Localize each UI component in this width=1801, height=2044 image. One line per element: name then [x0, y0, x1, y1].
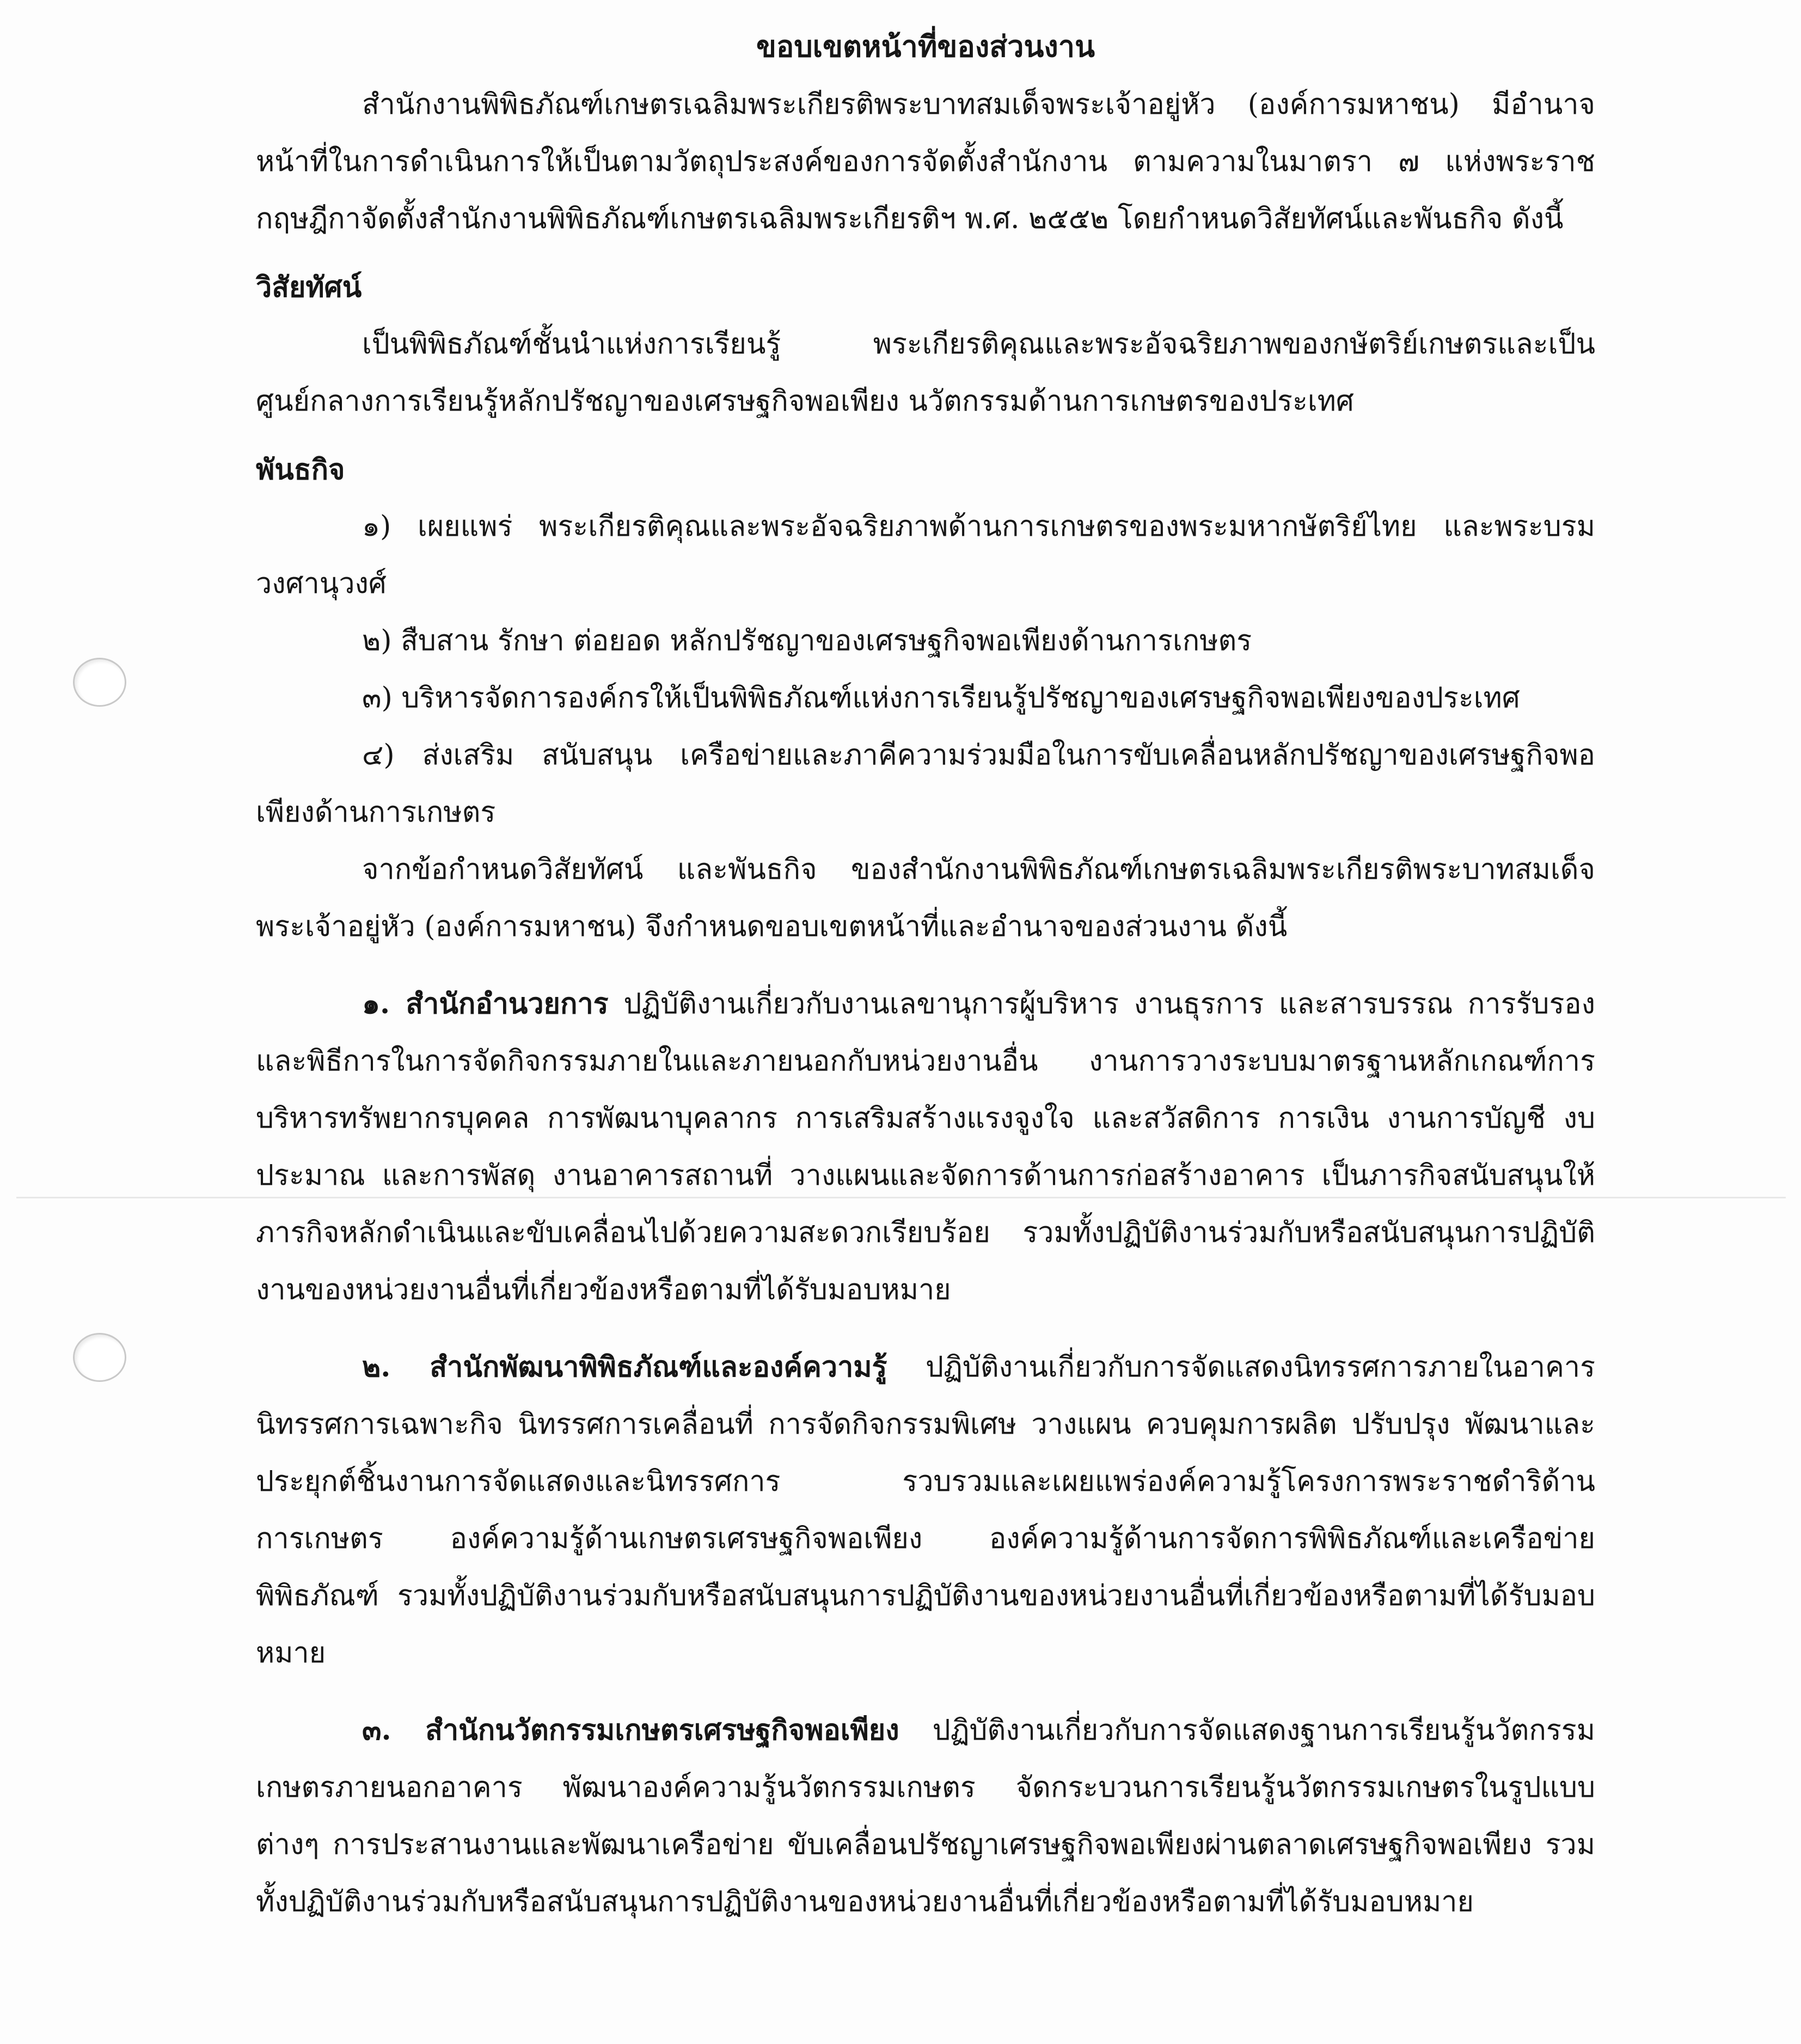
intro-paragraph: สำนักงานพิพิธภัณฑ์เกษตรเฉลิมพระเกียรติพระบาทสมเด็จพระเจ้าอยู่หัว (องค์การมหาชน) มีอำนาจหน้าที่ในการดำเนินการให้เป็นตามวัตถุประสงค์ของการจัดตั้งสำนักงาน ตามความในมาตรา ๗ แห่งพระราชกฤษฎีกาจัดตั้งสำนักงานพิพิธภัณฑ์เกษตรเฉลิมพระเกียรติฯ พ.ศ. ๒๕๕๒ โดยกำหนดวิสัยทัศน์และพันธกิจ ดังนี้ [256, 88, 1595, 235]
unit-description: ปฏิบัติงานเกี่ยวกับการจัดแสดงฐานการเรียนรู้นวัตกรรมเกษตรภายนอกอาคาร พัฒนาองค์ความรู้นวัตกรรมเกษตร จัดกระบวนการเรียนรู้นวัตกรรมเกษตรในรูปแบบต่างๆ การประสานงานและพัฒนาเครือข่าย ขับเคลื่อนปรัชญาเศรษฐกิจพอเพียงผ่านตลาดเศรษฐกิจพอเพียง รวมทั้งปฏิบัติงานร่วมกับหรือสนับสนุนการปฏิบัติงานของหน่วยงานอื่นที่เกี่ยวข้องหรือตามที่ได้รับมอบหมาย [256, 1714, 1595, 1918]
unit-paragraph [256, 1702, 1595, 1931]
punch-hole [73, 1333, 126, 1382]
document-title: ขอบเขตหน้าที่ของส่วนงาน [756, 29, 1095, 64]
mission-item: ๑) เผยแพร่ พระเกียรติคุณและพระอัจฉริยภาพด้านการเกษตรของพระมหากษัตริย์ไทย และพระบรมวงศานุวงศ์ [256, 510, 1595, 600]
unit-description: ปฏิบัติงานเกี่ยวกับงานเลขานุการผู้บริหาร งานธุรการ และสารบรรณ การรับรองและพิธีการในการจัดกิจกรรมภายในและภายนอกกับหน่วยงานอื่น งานการวางระบบมาตรฐานหลักเกณฑ์การบริหารทรัพยากรบุคคล การพัฒนาบุคลากร การเสริมสร้างแรงจูงใจ และสวัสดิการ การเงิน งานการบัญชี งบประมาณ และการพัสดุ งานอาคารสถานที่ วางแผนและจัดการด้านการก่อสร้างอาคาร เป็นภารกิจสนับสนุนให้ภารกิจหลักดำเนินและขับเคลื่อนไปด้วยความสะดวกเรียบร้อย รวมทั้งปฏิบัติงานร่วมกับหรือสนับสนุนการปฏิบัติงานของหน่วยงานอื่นที่เกี่ยวข้องหรือตามที่ได้รับมอบหมาย [256, 988, 1595, 1306]
document-body [256, 22, 1595, 1931]
unit-paragraph [256, 1338, 1595, 1682]
mission-heading: พันธกิจ [256, 453, 345, 486]
unit-name: ๓. สำนักนวัตกรรมเกษตรเศรษฐกิจพอเพียง [362, 1713, 899, 1747]
punch-hole [73, 658, 126, 707]
mission-item: ๓) บริหารจัดการองค์กรให้เป็นพิพิธภัณฑ์แห่งการเรียนรู้ปรัชญาของเศรษฐกิจพอเพียงของประเทศ [362, 682, 1520, 714]
mission-item: ๔) ส่งเสริม สนับสนุน เครือข่ายและภาคีความร่วมมือในการขับเคลื่อนหลักปรัชญาของเศรษฐกิจพอเพียงด้านการเกษตร [256, 739, 1595, 829]
vision-paragraph: เป็นพิพิธภัณฑ์ชั้นนำแห่งการเรียนรู้ พระเกียรติคุณและพระอัจฉริยภาพของกษัตริย์เกษตรและเป็นศูนย์กลางการเรียนรู้หลักปรัชญาของเศรษฐกิจพอเพียง นวัตกรรมด้านการเกษตรของประเทศ [256, 328, 1595, 418]
scope-intro-paragraph: จากข้อกำหนดวิสัยทัศน์ และพันธกิจ ของสำนักงานพิพิธภัณฑ์เกษตรเฉลิมพระเกียรติพระบาทสมเด็จพระเจ้าอยู่หัว (องค์การมหาชน) จึงกำหนดขอบเขตหน้าที่และอำนาจของส่วนงาน ดังนี้ [256, 853, 1595, 943]
unit-name: ๑. สำนักอำนวยการ [362, 987, 609, 1020]
unit-description: ปฏิบัติงานเกี่ยวกับการจัดแสดงนิทรรศการภายในอาคาร นิทรรศการเฉพาะกิจ นิทรรศการเคลื่อนที่ การจัดกิจกรรมพิเศษ วางแผน ควบคุมการผลิต ปรับปรุง พัฒนาและประยุกต์ชิ้นงานการจัดแสดงและนิทรรศการ รวบรวมและเผยแพร่องค์ความรู้โครงการพระราชดำริด้านการเกษตร องค์ความรู้ด้านเกษตรเศรษฐกิจพอเพียง องค์ความรู้ด้านการจัดการพิพิธภัณฑ์และเครือข่ายพิพิธภัณฑ์ รวมทั้งปฏิบัติงานร่วมกับหรือสนับสนุนการปฏิบัติงานของหน่วยงานอื่นที่เกี่ยวข้องหรือตามที่ได้รับมอบหมาย [256, 1351, 1595, 1669]
unit-name: ๒. สำนักพัฒนาพิพิธภัณฑ์และองค์ความรู้ [362, 1350, 887, 1384]
vision-heading: วิสัยทัศน์ [256, 271, 362, 304]
mission-item: ๒) สืบสาน รักษา ต่อยอด หลักปรัชญาของเศรษฐกิจพอเพียงด้านการเกษตร [362, 625, 1252, 657]
unit-paragraph [256, 975, 1595, 1319]
